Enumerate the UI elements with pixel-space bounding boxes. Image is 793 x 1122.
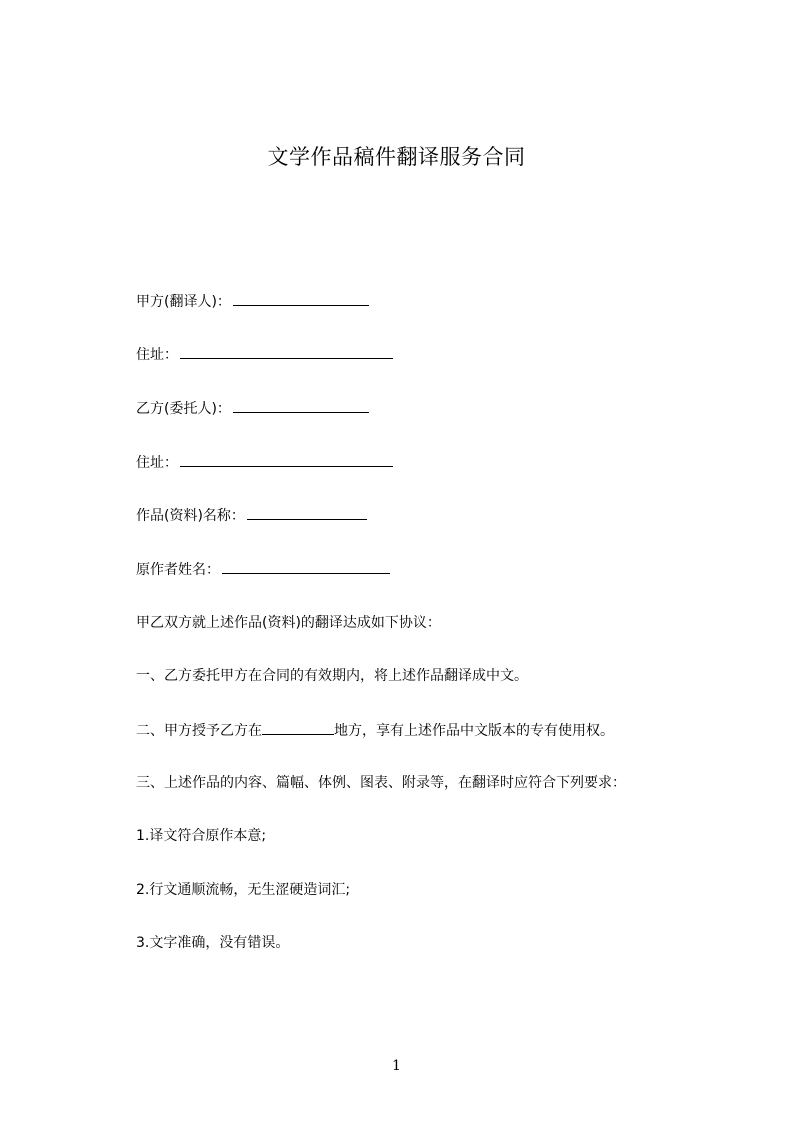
party-a-address-line: [136, 344, 393, 365]
requirement-1: 1.译文符合原作本意;: [136, 828, 267, 844]
clause-3: 三、上述作品的内容、篇幅、体例、图表、附录等，在翻译时应符合下列要求：: [136, 775, 626, 791]
work-name-label: 作品(资料)名称：: [136, 508, 245, 524]
party-b-label: 乙方(委托人)：: [136, 401, 231, 417]
clause-2: [136, 720, 614, 741]
agreement-intro: 甲乙双方就上述作品(资料)的翻译达成如下协议：: [136, 615, 441, 631]
party-a-address-blank[interactable]: [180, 344, 393, 359]
author-name-label: 原作者姓名：: [136, 562, 220, 578]
party-b-address-blank[interactable]: [180, 452, 393, 467]
requirement-3: 3.文字准确，没有错误。: [136, 935, 290, 951]
page-number: 1: [392, 1058, 401, 1074]
party-b-blank[interactable]: [233, 398, 369, 413]
party-a-blank[interactable]: [233, 291, 369, 306]
clause-2-text-before: 二、甲方授予乙方在: [136, 723, 262, 739]
author-name-blank[interactable]: [222, 559, 390, 574]
work-name-blank[interactable]: [247, 505, 367, 520]
clause-1: 一、乙方委托甲方在合同的有效期内，将上述作品翻译成中文。: [136, 668, 528, 684]
party-b-address-line: [136, 452, 393, 473]
requirement-2: 2.行文通顺流畅，无生涩硬造词汇;: [136, 882, 351, 898]
party-a-label: 甲方(翻译人)：: [136, 294, 231, 310]
party-b-address-label: 住址：: [136, 455, 178, 471]
document-title: 文学作品稿件翻译服务合同: [267, 145, 526, 169]
work-name-line: [136, 505, 367, 526]
clause-2-region-blank[interactable]: [262, 720, 334, 735]
party-a-address-label: 住址：: [136, 347, 178, 363]
author-name-line: [136, 559, 390, 580]
party-b-line: [136, 398, 369, 419]
party-a-line: [136, 291, 369, 312]
clause-2-text-after: 地方，享有上述作品中文版本的专有使用权。: [334, 723, 614, 739]
